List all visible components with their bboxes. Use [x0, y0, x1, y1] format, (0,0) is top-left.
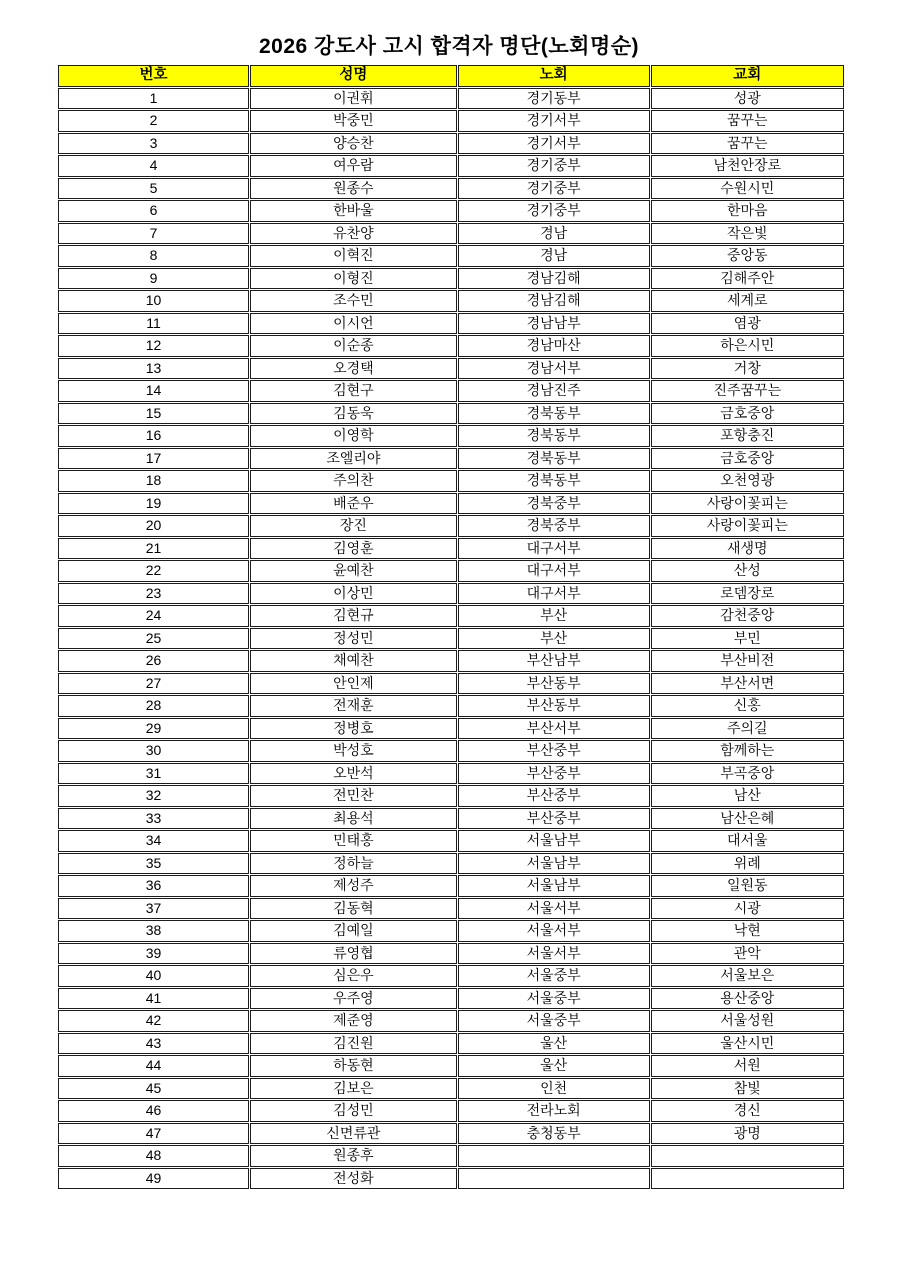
table-row	[58, 538, 844, 560]
cell-name: 양승찬	[250, 133, 457, 155]
cell-name: 전민찬	[250, 785, 457, 807]
cell-name: 이형진	[250, 268, 457, 290]
cell-church: 감천중앙	[651, 605, 844, 627]
cell-presbytery: 경북동부	[458, 448, 650, 470]
table-row	[58, 583, 844, 605]
cell-presbytery	[458, 1168, 650, 1190]
cell-church: 부산서면	[651, 673, 844, 695]
table-row	[58, 200, 844, 222]
cell-number: 23	[58, 583, 249, 605]
cell-number: 10	[58, 290, 249, 312]
cell-church: 함께하는	[651, 740, 844, 762]
cell-name: 오경택	[250, 358, 457, 380]
cell-name: 이시언	[250, 313, 457, 335]
table-row	[58, 88, 844, 110]
cell-number: 9	[58, 268, 249, 290]
cell-presbytery: 부산	[458, 605, 650, 627]
cell-presbytery: 서울서부	[458, 898, 650, 920]
table-row	[58, 1168, 844, 1190]
cell-presbytery: 서울중부	[458, 1010, 650, 1032]
cell-number: 2	[58, 110, 249, 132]
table-row	[58, 785, 844, 807]
cell-church: 위례	[651, 853, 844, 875]
table-row	[58, 448, 844, 470]
cell-number: 21	[58, 538, 249, 560]
cell-number: 41	[58, 988, 249, 1010]
cell-church: 오천영광	[651, 470, 844, 492]
cell-name: 정성민	[250, 628, 457, 650]
cell-name: 한바울	[250, 200, 457, 222]
cell-presbytery: 서울서부	[458, 920, 650, 942]
table-row	[58, 1123, 844, 1145]
cell-name: 이영학	[250, 425, 457, 447]
table-row	[58, 335, 844, 357]
cell-number: 25	[58, 628, 249, 650]
cell-presbytery: 서울남부	[458, 830, 650, 852]
cell-presbytery: 전라노회	[458, 1100, 650, 1122]
cell-number: 17	[58, 448, 249, 470]
cell-number: 30	[58, 740, 249, 762]
cell-church: 사랑이꽃피는	[651, 515, 844, 537]
cell-number: 22	[58, 560, 249, 582]
cell-church: 로뎀장로	[651, 583, 844, 605]
cell-church: 신홍	[651, 695, 844, 717]
cell-number: 11	[58, 313, 249, 335]
table-row	[58, 920, 844, 942]
cell-presbytery: 인천	[458, 1078, 650, 1100]
cell-number: 28	[58, 695, 249, 717]
table-row	[58, 1078, 844, 1100]
cell-name: 전성화	[250, 1168, 457, 1190]
table-row	[58, 133, 844, 155]
cell-church: 남천안장로	[651, 155, 844, 177]
cell-presbytery: 경남김해	[458, 268, 650, 290]
cell-number: 19	[58, 493, 249, 515]
cell-number: 32	[58, 785, 249, 807]
cell-presbytery: 부산동부	[458, 673, 650, 695]
cell-presbytery: 부산동부	[458, 695, 650, 717]
cell-name: 장진	[250, 515, 457, 537]
cell-presbytery: 충청동부	[458, 1123, 650, 1145]
cell-church: 꿈꾸는	[651, 133, 844, 155]
cell-presbytery: 울산	[458, 1055, 650, 1077]
table-row	[58, 695, 844, 717]
cell-name: 오반석	[250, 763, 457, 785]
table-row	[58, 515, 844, 537]
table-row	[58, 245, 844, 267]
table-row	[58, 1010, 844, 1032]
cell-name: 김성민	[250, 1100, 457, 1122]
cell-number: 15	[58, 403, 249, 425]
table-row	[58, 965, 844, 987]
cell-church: 중앙동	[651, 245, 844, 267]
cell-church	[651, 1168, 844, 1190]
table-row	[58, 1033, 844, 1055]
table-row	[58, 313, 844, 335]
cell-number: 3	[58, 133, 249, 155]
cell-number: 43	[58, 1033, 249, 1055]
cell-church: 서원	[651, 1055, 844, 1077]
cell-presbytery: 부산중부	[458, 740, 650, 762]
cell-presbytery: 경북동부	[458, 425, 650, 447]
cell-name: 정병호	[250, 718, 457, 740]
cell-presbytery: 경북동부	[458, 470, 650, 492]
table-row	[58, 808, 844, 830]
cell-name: 제준영	[250, 1010, 457, 1032]
cell-church: 일원동	[651, 875, 844, 897]
table-row	[58, 155, 844, 177]
cell-presbytery: 부산남부	[458, 650, 650, 672]
table-row	[58, 110, 844, 132]
cell-presbytery	[458, 1145, 650, 1167]
cell-church	[651, 1145, 844, 1167]
cell-church: 남산은혜	[651, 808, 844, 830]
cell-church: 사랑이꽃피는	[651, 493, 844, 515]
cell-presbytery: 대구서부	[458, 583, 650, 605]
cell-church: 주의길	[651, 718, 844, 740]
cell-number: 34	[58, 830, 249, 852]
header-number: 번호	[58, 65, 249, 87]
page-title: 2026 강도사 고시 합격자 명단(노회명순)	[258, 35, 640, 58]
table-row	[58, 290, 844, 312]
cell-church: 새생명	[651, 538, 844, 560]
table-row	[58, 718, 844, 740]
cell-presbytery: 경북중부	[458, 515, 650, 537]
cell-presbytery: 경기서부	[458, 133, 650, 155]
cell-church: 서울보은	[651, 965, 844, 987]
cell-number: 6	[58, 200, 249, 222]
table-header	[58, 65, 844, 87]
header-presbytery: 노회	[458, 65, 650, 87]
cell-presbytery: 경남	[458, 223, 650, 245]
cell-presbytery: 서울중부	[458, 965, 650, 987]
cell-presbytery: 서울남부	[458, 853, 650, 875]
cell-name: 이상민	[250, 583, 457, 605]
cell-church: 서울성원	[651, 1010, 844, 1032]
table-row	[58, 403, 844, 425]
cell-presbytery: 대구서부	[458, 538, 650, 560]
cell-name: 유찬양	[250, 223, 457, 245]
cell-presbytery: 경기서부	[458, 110, 650, 132]
cell-church: 참빛	[651, 1078, 844, 1100]
cell-number: 45	[58, 1078, 249, 1100]
cell-number: 26	[58, 650, 249, 672]
cell-name: 우주영	[250, 988, 457, 1010]
cell-name: 김진원	[250, 1033, 457, 1055]
cell-church: 부산비전	[651, 650, 844, 672]
header-row	[58, 65, 844, 87]
table-row	[58, 875, 844, 897]
table-row	[58, 988, 844, 1010]
cell-presbytery: 경남남부	[458, 313, 650, 335]
table-row	[58, 628, 844, 650]
cell-name: 여우람	[250, 155, 457, 177]
cell-number: 40	[58, 965, 249, 987]
cell-presbytery: 경남마산	[458, 335, 650, 357]
cell-number: 24	[58, 605, 249, 627]
cell-church: 울산시민	[651, 1033, 844, 1055]
cell-church: 세계로	[651, 290, 844, 312]
cell-church: 한마음	[651, 200, 844, 222]
cell-church: 대서울	[651, 830, 844, 852]
cell-presbytery: 경기중부	[458, 178, 650, 200]
table-row	[58, 1100, 844, 1122]
cell-presbytery: 부산중부	[458, 785, 650, 807]
cell-name: 김영훈	[250, 538, 457, 560]
cell-presbytery: 경기중부	[458, 155, 650, 177]
cell-number: 33	[58, 808, 249, 830]
table-row	[58, 605, 844, 627]
cell-number: 13	[58, 358, 249, 380]
cell-church: 하은시민	[651, 335, 844, 357]
cell-number: 27	[58, 673, 249, 695]
cell-name: 하동현	[250, 1055, 457, 1077]
cell-name: 주의찬	[250, 470, 457, 492]
cell-church: 부곡중앙	[651, 763, 844, 785]
cell-number: 16	[58, 425, 249, 447]
table-row	[58, 673, 844, 695]
cell-presbytery: 대구서부	[458, 560, 650, 582]
cell-number: 20	[58, 515, 249, 537]
table-row	[58, 425, 844, 447]
cell-number: 46	[58, 1100, 249, 1122]
cell-presbytery: 경남진주	[458, 380, 650, 402]
cell-name: 김예일	[250, 920, 457, 942]
cell-presbytery: 경북중부	[458, 493, 650, 515]
cell-number: 29	[58, 718, 249, 740]
cell-church: 김해주안	[651, 268, 844, 290]
table-row	[58, 740, 844, 762]
cell-number: 4	[58, 155, 249, 177]
cell-name: 제성주	[250, 875, 457, 897]
header-name: 성명	[250, 65, 457, 87]
cell-number: 44	[58, 1055, 249, 1077]
table-row	[58, 223, 844, 245]
table-body	[58, 88, 844, 1190]
cell-church: 광명	[651, 1123, 844, 1145]
cell-church: 수원시민	[651, 178, 844, 200]
cell-church: 금호중앙	[651, 448, 844, 470]
cell-church: 거창	[651, 358, 844, 380]
cell-name: 김동욱	[250, 403, 457, 425]
cell-church: 관악	[651, 943, 844, 965]
cell-number: 42	[58, 1010, 249, 1032]
cell-name: 류영협	[250, 943, 457, 965]
cell-church: 포항충진	[651, 425, 844, 447]
cell-church: 작은빛	[651, 223, 844, 245]
cell-presbytery: 서울남부	[458, 875, 650, 897]
table-row	[58, 178, 844, 200]
cell-name: 김보은	[250, 1078, 457, 1100]
cell-church: 용산중앙	[651, 988, 844, 1010]
cell-presbytery: 부산	[458, 628, 650, 650]
cell-presbytery: 경북동부	[458, 403, 650, 425]
cell-number: 48	[58, 1145, 249, 1167]
table-row	[58, 358, 844, 380]
cell-number: 37	[58, 898, 249, 920]
cell-name: 원종수	[250, 178, 457, 200]
cell-church: 꿈꾸는	[651, 110, 844, 132]
cell-number: 35	[58, 853, 249, 875]
table-row	[58, 853, 844, 875]
table-row	[58, 470, 844, 492]
cell-presbytery: 경남서부	[458, 358, 650, 380]
cell-name: 신면류관	[250, 1123, 457, 1145]
table-row	[58, 1145, 844, 1167]
cell-presbytery: 서울서부	[458, 943, 650, 965]
cell-number: 8	[58, 245, 249, 267]
cell-church: 염광	[651, 313, 844, 335]
table-row	[58, 650, 844, 672]
cell-number: 38	[58, 920, 249, 942]
cell-number: 36	[58, 875, 249, 897]
cell-number: 31	[58, 763, 249, 785]
cell-church: 시광	[651, 898, 844, 920]
cell-number: 5	[58, 178, 249, 200]
cell-church: 낙현	[651, 920, 844, 942]
cell-presbytery: 서울중부	[458, 988, 650, 1010]
table-row	[58, 898, 844, 920]
table-row	[58, 560, 844, 582]
cell-number: 39	[58, 943, 249, 965]
cell-church: 금호중앙	[651, 403, 844, 425]
cell-church: 산성	[651, 560, 844, 582]
cell-presbytery: 경기동부	[458, 88, 650, 110]
cell-name: 이순종	[250, 335, 457, 357]
table-row	[58, 943, 844, 965]
cell-name: 민태홍	[250, 830, 457, 852]
cell-name: 김동혁	[250, 898, 457, 920]
pass-list-table	[57, 64, 845, 1190]
cell-name: 최용석	[250, 808, 457, 830]
cell-name: 정하늘	[250, 853, 457, 875]
cell-number: 18	[58, 470, 249, 492]
table-row	[58, 763, 844, 785]
cell-name: 윤예찬	[250, 560, 457, 582]
table-row	[58, 1055, 844, 1077]
cell-number: 14	[58, 380, 249, 402]
cell-name: 김현구	[250, 380, 457, 402]
cell-number: 47	[58, 1123, 249, 1145]
cell-name: 전재훈	[250, 695, 457, 717]
cell-presbytery: 부산서부	[458, 718, 650, 740]
cell-name: 이권휘	[250, 88, 457, 110]
cell-church: 성광	[651, 88, 844, 110]
cell-church: 남산	[651, 785, 844, 807]
cell-number: 12	[58, 335, 249, 357]
cell-name: 채예찬	[250, 650, 457, 672]
cell-presbytery: 경남	[458, 245, 650, 267]
cell-presbytery: 부산중부	[458, 808, 650, 830]
cell-name: 조엘리야	[250, 448, 457, 470]
table-row	[58, 830, 844, 852]
cell-presbytery: 경기중부	[458, 200, 650, 222]
cell-name: 조수민	[250, 290, 457, 312]
cell-name: 원종후	[250, 1145, 457, 1167]
cell-presbytery: 부산중부	[458, 763, 650, 785]
cell-church: 부민	[651, 628, 844, 650]
cell-church: 경신	[651, 1100, 844, 1122]
cell-church: 진주꿈꾸는	[651, 380, 844, 402]
header-church: 교회	[651, 65, 844, 87]
table-row	[58, 268, 844, 290]
cell-name: 김현규	[250, 605, 457, 627]
cell-name: 박성호	[250, 740, 457, 762]
cell-name: 이혁진	[250, 245, 457, 267]
cell-name: 안인제	[250, 673, 457, 695]
cell-name: 심은우	[250, 965, 457, 987]
table-row	[58, 493, 844, 515]
cell-presbytery: 경남김해	[458, 290, 650, 312]
cell-name: 박중민	[250, 110, 457, 132]
cell-name: 배준우	[250, 493, 457, 515]
table-row	[58, 380, 844, 402]
cell-number: 1	[58, 88, 249, 110]
cell-number: 49	[58, 1168, 249, 1190]
cell-number: 7	[58, 223, 249, 245]
cell-presbytery: 울산	[458, 1033, 650, 1055]
